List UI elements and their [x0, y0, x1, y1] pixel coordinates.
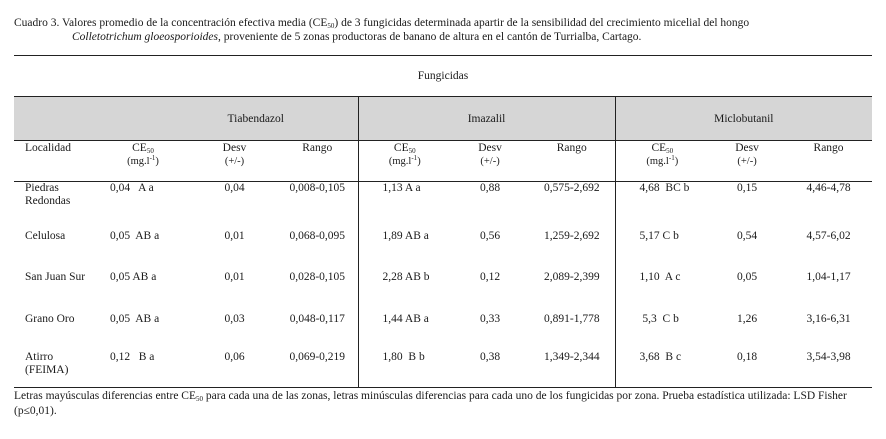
cell-tiabendazol-ce: 0,05 AB a [110, 230, 160, 242]
caption-rest-2: , proveniente de 5 zonas productoras de banano de altura en el cantón de Turrialba, Cartago. [217, 31, 642, 43]
cell-miclobutanil-ce: 5,17 C b [615, 230, 709, 271]
cell-miclobutanil-rango: 4,46-4,78 [806, 182, 851, 194]
cell-imazalil-desv: 0,38 [451, 351, 529, 388]
table-row [14, 351, 872, 388]
cell-miclobutanil-ce: 4,68 BC b [615, 182, 709, 231]
cell-localidad: San Juan Sur [25, 271, 86, 283]
cell-tiabendazol-rango: 0,008-0,105 [289, 182, 346, 194]
fungicide-table [14, 96, 872, 388]
cell-tiabendazol-ce: 0,05 AB a [110, 313, 160, 325]
header-localidad: Localidad [14, 141, 94, 182]
header-desv-miclobutanil: Desv (+/-) [709, 141, 785, 182]
cell-imazalil-rango: 1,259-2,692 [543, 230, 600, 242]
cell-imazalil-rango: 0,575-2,692 [543, 182, 600, 194]
cell-tiabendazol-rango: 0,068-0,095 [289, 230, 346, 242]
table-row [14, 230, 872, 271]
cell-imazalil-ce: 1,89 AB a [358, 230, 451, 271]
cell-tiabendazol-desv: 0,04 [224, 182, 245, 194]
header-rango-miclobutanil: Rango [785, 141, 872, 182]
group-miclobutanil: Miclobutanil [615, 97, 872, 141]
cell-tiabendazol-ce: 0,05 AB a [110, 271, 157, 283]
cell-miclobutanil-ce: 5,3 C b [615, 313, 709, 351]
caption-rest-1: ) de 3 fungicidas determinada apartir de la sensibilidad del crecimiento micelial del hongo [334, 17, 750, 29]
cell-tiabendazol-desv: 0,01 [224, 230, 245, 242]
cell-localidad: Piedras Redondas [25, 182, 71, 207]
cell-imazalil-rango: 0,891-1,778 [543, 313, 600, 325]
header-rango-tiabendazol: Rango [277, 141, 358, 182]
header-desv-tiabendazol: Desv (+/-) [192, 141, 277, 182]
header-ce-miclobutanil: $CE_{50}$ $(mg.l^{-1})$ [615, 141, 709, 182]
caption-line-2 [14, 30, 872, 44]
caption-prefix: Cuadro 3. Valores promedio de la concentración efectiva media (CE [14, 17, 328, 29]
cell-miclobutanil-rango: 1,04-1,17 [806, 271, 851, 283]
cell-tiabendazol-rango: 0,069-0,219 [277, 351, 358, 388]
cell-miclobutanil-rango: 3,54-3,98 [785, 351, 872, 388]
group-blank-cell [14, 97, 94, 141]
cell-imazalil-desv: 0,88 [479, 182, 501, 194]
cell-tiabendazol-rango: 0,048-0,117 [289, 313, 345, 325]
cell-tiabendazol-rango: 0,028-0,105 [289, 271, 346, 283]
cell-tiabendazol-desv: 0,06 [192, 351, 277, 388]
cell-tiabendazol-ce: 0,12 B a [94, 351, 192, 388]
cell-miclobutanil-ce: 3,68 B c [615, 351, 709, 388]
group-tiabendazol: Tiabendazol [94, 97, 358, 141]
cell-localidad: Grano Oro [25, 313, 75, 325]
cell-tiabendazol-desv: 0,01 [224, 271, 245, 283]
table-row [14, 313, 872, 351]
caption-species: Colletotrichum gloeosporioides [72, 31, 218, 43]
cell-miclobutanil-desv: 0,54 [736, 230, 758, 242]
footnote-pre: Letras mayúsculas diferencias entre CE [14, 390, 197, 402]
top-rule [14, 55, 872, 56]
table-row [14, 182, 872, 231]
cell-miclobutanil-desv: 1,26 [736, 313, 758, 325]
header-rango-imazalil: Rango [529, 141, 615, 182]
cell-miclobutanil-rango: 4,57-6,02 [806, 230, 851, 242]
table-row [14, 271, 872, 313]
cell-imazalil-desv: 0,12 [479, 271, 501, 283]
cell-imazalil-ce: 1,13 A a [358, 182, 451, 231]
cell-localidad: Celulosa [25, 230, 66, 242]
cell-imazalil-rango: 1,349-2,344 [529, 351, 615, 388]
cell-miclobutanil-desv: 0,05 [736, 271, 758, 283]
cell-miclobutanil-desv: 0,15 [736, 182, 758, 194]
cell-imazalil-desv: 0,56 [479, 230, 501, 242]
header-desv-imazalil: Desv (+/-) [451, 141, 529, 182]
cell-imazalil-ce: 1,44 AB a [358, 313, 451, 351]
table-caption [14, 16, 872, 44]
cell-tiabendazol-desv: 0,03 [224, 313, 245, 325]
column-header-row [14, 141, 872, 182]
cell-miclobutanil-desv: 0,18 [709, 351, 785, 388]
cell-miclobutanil-rango: 3,16-6,31 [806, 313, 851, 325]
cell-imazalil-rango: 2,089-2,399 [543, 271, 600, 283]
cell-miclobutanil-ce: 1,10 A c [615, 271, 709, 313]
fungicidas-header: Fungicidas [417, 70, 469, 82]
header-ce-tiabendazol: $CE_{50}$ $(mg.l^{-1})$ [94, 141, 192, 182]
cell-imazalil-ce: 2,28 AB b [358, 271, 451, 313]
table-footnote [14, 389, 874, 419]
cell-imazalil-ce: 1,80 B b [358, 351, 451, 388]
footnote-ce-subscript: 50 [196, 395, 204, 403]
cell-localidad: Atirro (FEIMA) [14, 351, 94, 388]
cell-imazalil-desv: 0,33 [479, 313, 501, 325]
footnote-post: para cada una de las zonas, letras minúsculas diferencias para cada uno de los fungicidas por zona. Prueba estadística utilizada: LSD Fisher (p≤0,01). [14, 390, 847, 417]
group-imazalil: Imazalil [358, 97, 615, 141]
header-ce-imazalil: $CE_{50}$ $(mg.l^{-1})$ [358, 141, 451, 182]
cell-tiabendazol-ce: 0,04 A a [110, 182, 154, 194]
caption-ce-subscript: 50 [327, 22, 335, 30]
group-header-row [14, 97, 872, 141]
